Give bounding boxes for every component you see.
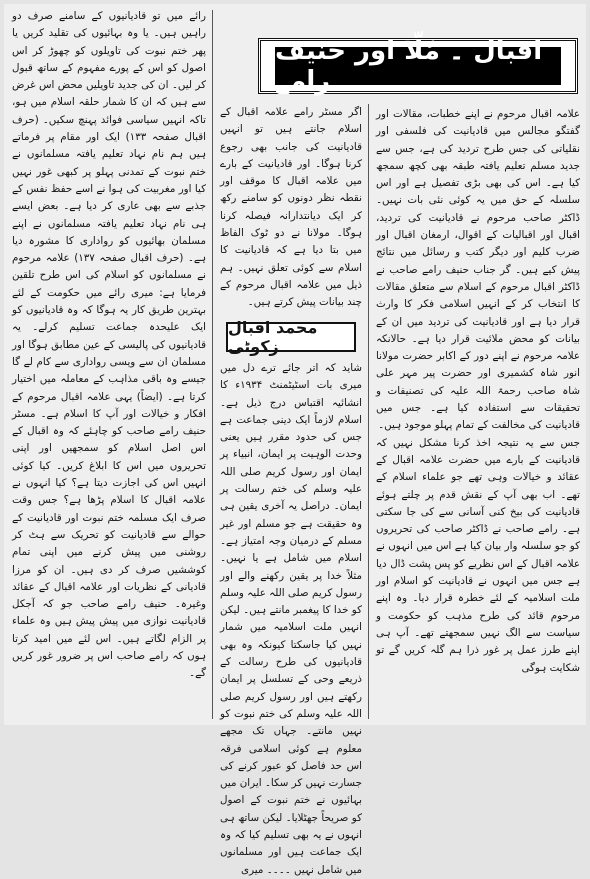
newspaper-page bbox=[4, 4, 586, 876]
article-paragraph: اگر مسٹر رامے علامہ اقبال کے اسلام جانتے ہیں تو انہیں قادیانیت کی جانب بھی رجوع کرنا ہوگا۔ اور قادیانیت کے بارے میں علامہ اقبال کا موقف اور نقطہ نظر دونوں کو سامنے رکھ کر ایک دیانتدارانہ فیصلہ کرنا ہوگا۔ مولانا نے دو ٹوک الفاظ میں بتا دیا ہے کہ قادیانیت کا اسلام سے کوئی تعلق نہیں۔ ہم ذیل میں علامہ اقبال مرحوم کے چند بیانات پیش کرتے ہیں۔ bbox=[220, 106, 362, 309]
article-column-left bbox=[12, 8, 206, 720]
byline-box bbox=[226, 318, 356, 356]
article-column-middle-top bbox=[220, 104, 362, 312]
column-divider bbox=[212, 10, 213, 719]
article-paragraph: علامہ اقبال مرحوم نے اپنے خطبات، مقالات اور گفتگو مجالس میں قادیانیت کی فلسفی اور نقلیاتی کی جس طرح تردید کی ہے، جس سے جدید مسلم تعلیم یافتہ طبقہ بھی کچھ سمجھ کیا ہے۔ اس کی بھی بڑی تفصیل ہے اور اس سلسلہ کے حق میں یہ کوئی نئی بات نہیں۔ ڈاکٹر صاحب مرحوم نے قادیانیت کی تردید، اقبال اور اقبالیات کے اقوال، ارمغان اقبال اور ضرب کلیم اور دیگر کتب و رسائل میں نتائج پیش کیے ہیں۔ گر جناب حنیف رامے صاحب نے ڈاکٹر اقبال مرحوم کے اسلام سے متعلق مقالات کا انتخاب کر کے انہیں اسلامی فکر کا وارث قرار دیا ہے اور قادیانیت کی تردید میں ان کے بیانات کو محض ملائیت قرار دیا ہے۔ حالانکہ علامہ مرحوم نے اپنے دور کے اکابر حضرت مولانا انور شاہ کشمیری اور حضرت پیر مہر علی شاہ صاحب رحمۃ اللہ علیہ کی تصنیفات و تحقیقات سے استفادہ کیا ہے۔ جس میں قادیانیت کی مخالفت کے تمام پہلو موجود ہیں۔ bbox=[376, 108, 580, 432]
article-column-middle-bottom bbox=[220, 360, 362, 876]
article-column-right bbox=[376, 106, 580, 706]
headline-box bbox=[258, 38, 578, 94]
column-divider bbox=[368, 104, 369, 719]
article-paragraph: رائے میں تو قادیانیوں کے سامنے صرف دو راہیں ہیں۔ یا وہ بہائیوں کی تقلید کریں یا پھر ختم نبوت کی تاویلوں کو چھوڑ کر اس اصول کو اس کے پورے مفہوم کے ساتھ قبول کر لیں۔ ان کی جدید تاویلیں محض اس غرض سے ہیں کہ ان کا شمار حلقہ اسلام میں ہو، تاکہ انہیں سیاسی فوائد پہنچ سکیں۔ (حرف اقبال صفحہ ۱۳۳) ایک اور مقام پر فرماتے ہیں ہم نام نہاد تعلیم یافتہ مسلمانوں نے ختم نبوت کے تمدنی پہلو پر کبھی غور نہیں کیا اور مغربیت کی ہوا نے اسے حفظ نفس کے جذبے سے بھی عاری کر دیا ہے۔ بعض ایسے ہی نام نہاد تعلیم یافتہ مسلمانوں نے اپنے مسلمان بھائیوں کو رواداری کا مشورہ دیا ہے۔ (حرف اقبال صفحہ ۱۳۷) علامہ مرحوم نے مسلمانوں کو اسلام کی اس طرح تلقین فرمایا ہے: میری رائے میں حکومت کے لئے بہترین طریق کار یہ ہوگا کہ وہ قادیانیوں کو ایک علیحدہ جماعت تسلیم کرلے۔ یہ قادیانیوں کی پالیسی کے عین مطابق ہوگا اور مسلمان ان سے ویسی رواداری سے کام لے گا جیسے وہ باقی مذاہب کے معاملہ میں اختیار کرتا ہے۔ (ایضاً) یہی علامہ اقبال مرحوم کے افکار و خیالات اور آپ کا اسلام ہے۔ مسٹر حنیف رامے صاحب کو چاہئے کہ وہ اقبال کے اس اصل اسلام کو سمجھیں اور اپنی تحریروں میں اس کا ابلاغ کریں۔ کیا کوئی انہیں اس کی اجازت دیتا ہے؟ کیا انہوں نے علامہ اقبال کا اسلام پڑھا ہے؟ جس وقت صرف ایک مسلمہ ختم نبوت اور قادیانیت کے حوالے سے قادیانیت کو تحریک سے ہٹ کر روشنی میں پیش کرنے میں اپنی تمام کوششیں صرف کر دی ہیں۔ ان کو مرزا قادیانی کے نظریات اور علامہ اقبال کے عقائد وغیرہ۔ حنیف رامے صاحب جو کہ آجکل قادیانیت نوازی میں پیش پیش ہیں وہ علماء پر الزام لگاتے ہیں۔ اس لئے میں امید کرتا ہوں کہ رامے صاحب اس پر ضرور غور کریں گے۔ bbox=[12, 10, 206, 680]
headline: اقبال ۔ مُلّا اور حنیف رامے bbox=[275, 47, 561, 85]
author-byline: محمد اقبال زکوٹی bbox=[228, 318, 318, 356]
article-paragraph: جس سے یہ نتیجہ اخذ کرنا مشکل نہیں کہ قادیانیت کے بارے میں حضرت علامہ اقبال کے عقائد و خیالات وہی تھے جو علماء اسلام کے تھے۔ اب بھی آپ کے نقش قدم پر چلتے ہوئے قادیانیت کی بیخ کنی آسانی سے کی جا سکتی ہے۔ رامے صاحب نے ڈاکٹر صاحب کی تحریروں کو جو سلسلہ وار بیان کیا ہے اس میں انہوں نے علامہ اقبال کے اس نظریے کو پس پشت ڈال دیا ہے جس میں انہوں نے قادیانیت کو اسلام اور ملت اسلامیہ کے لئے خطرہ قرار دیا۔ وہ اپنے مرحوم قائد کی طرح مذہب کو حکومت و سیاست سے الگ نہیں سمجھتے تھے۔ آپ ہی اپنے طرز عمل پر غور ذرا ہم گلہ کریں گے تو شکایت ہوگی bbox=[376, 436, 580, 674]
article-paragraph: شاید کہ اتر جائے ترے دل میں میری بات اسٹیٹمنٹ ۱۹۳۴ء کا انشائیہ اقتباس درج ذیل ہے۔ اسلام لازماً ایک دینی جماعت ہے جس کی حدود مقرر ہیں یعنی وحدت الوہیت پر ایمان، انبیاء پر ایمان اور رسول کریم صلی اللہ علیہ وسلم کی ختم رسالت پر ایمان۔ دراصل یہ آخری یقین ہی وہ حقیقت ہے جو مسلم اور غیر مسلم کے درمیان وجہ امتیاز ہے۔ اسلام میں شامل ہے یا نہیں۔ مثلاً خدا پر یقین رکھنے والے اور رسول کریم صلی اللہ علیہ وسلم کو خدا کا پیغمبر مانتے ہیں۔ لیکن انہیں ملت اسلامیہ میں شمار نہیں کیا جاسکتا کیونکہ وہ بھی قادیانیوں کی طرح رسالت کے ذریعے وحی کے تسلسل پر ایمان رکھتے ہیں اور رسول کریم صلی اللہ علیہ وسلم کی ختم نبوت کو نہیں مانتے۔ جہاں تک مجھے معلوم ہے کوئی اسلامی فرقہ اس حد فاصل کو عبور کرنے کی جسارت نہیں کر سکا۔ ایران میں بہائیوں نے ختم نبوت کے اصول کو صریحاً جھٹلایا۔ لیکن ساتھ ہی انہوں نے یہ بھی تسلیم کیا کہ وہ ایک جماعت ہیں اور مسلمانوں میں شامل نہیں ۔۔۔۔ میری bbox=[220, 362, 362, 876]
